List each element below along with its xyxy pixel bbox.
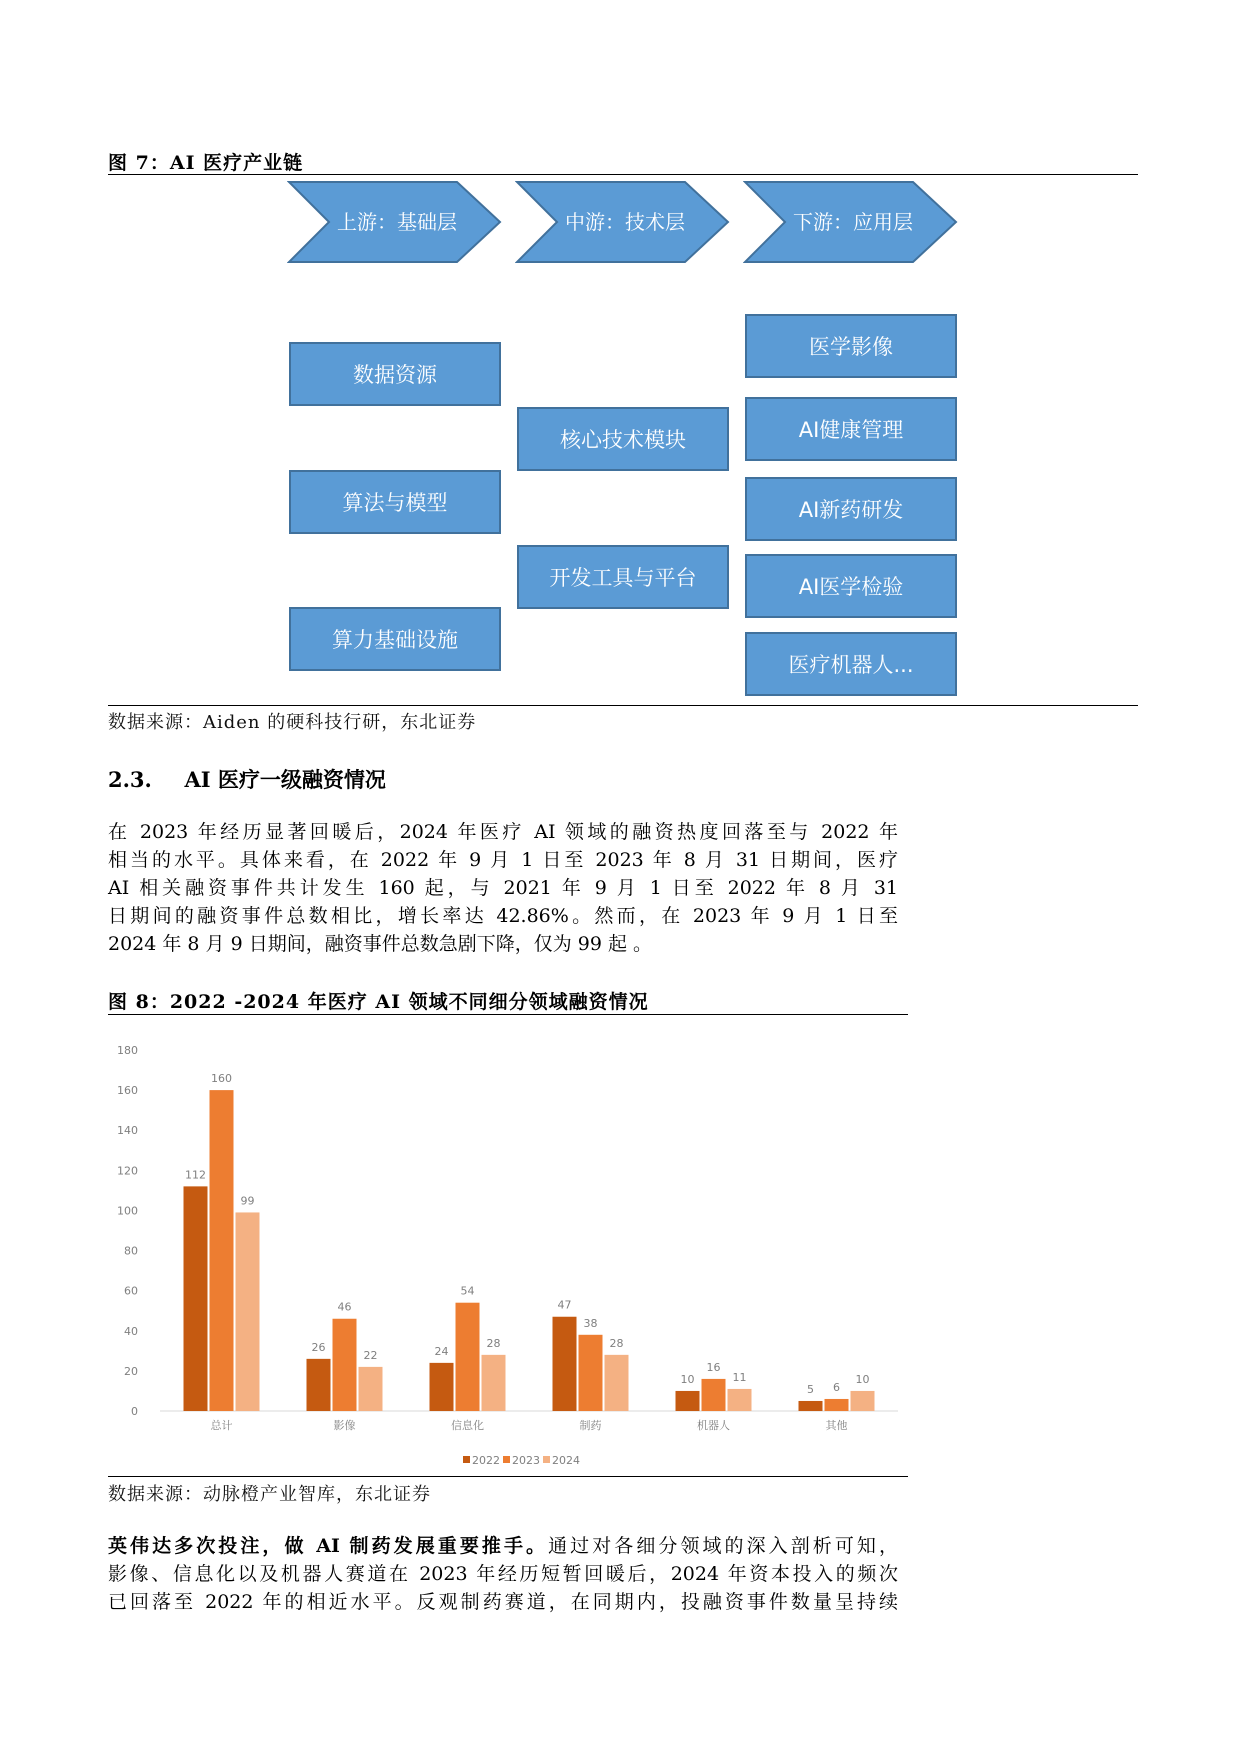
figure8-bottom-rule (108, 1476, 908, 1477)
bar-2022 (799, 1401, 823, 1411)
data-label: 26 (311, 1340, 326, 1354)
bar-2022 (553, 1317, 577, 1411)
legend-swatch (503, 1456, 510, 1463)
legend-label: 2022 (472, 1454, 500, 1467)
data-label: 16 (706, 1360, 721, 1374)
data-label: 54 (460, 1284, 475, 1298)
legend-label: 2024 (552, 1454, 580, 1467)
bar-2024 (605, 1355, 629, 1411)
paragraph-line: 相当的水平。具体来看，在 2022 年 9 月 1 日至 2023 年 8 月 31 日期间，医疗 (108, 849, 898, 871)
bar-2024 (851, 1391, 875, 1411)
y-tick-label: 120 (117, 1164, 138, 1178)
bar-2024 (236, 1212, 260, 1411)
bar-2024 (359, 1367, 383, 1411)
bar-2022 (430, 1363, 454, 1411)
midstream-box-core: 核心技术模块 (517, 407, 729, 471)
downstream-box-robot: 医疗机器人... (745, 632, 957, 696)
upstream-box-compute: 算力基础设施 (289, 607, 501, 671)
paragraph-line: 在 2023 年经历显著回暖后，2024 年医疗 AI 领域的融资热度回落至与 2022 年 (108, 821, 898, 843)
stage-downstream-label: 下游：应用层 (793, 209, 913, 234)
y-tick-label: 180 (117, 1044, 138, 1057)
data-label: 28 (609, 1336, 624, 1350)
figure8-title: 图 8：2022 -2024 年医疗 AI 领域不同细分领域融资情况 (108, 991, 649, 1013)
financing-bar-chart (108, 1030, 908, 1475)
figure7-bottom-rule (108, 705, 1138, 706)
paragraph-line: 2024 年 8 月 9 日期间，融资事件总数急剧下降，仅为 99 起 。 (108, 933, 653, 955)
data-label: 10 (855, 1372, 870, 1386)
data-label: 99 (240, 1194, 255, 1208)
bar-2022 (184, 1186, 208, 1411)
x-tick-label: 其他 (825, 1419, 848, 1432)
data-label: 6 (833, 1380, 840, 1394)
section-heading (108, 764, 386, 794)
data-label: 11 (732, 1370, 747, 1384)
data-label: 38 (583, 1316, 598, 1330)
figure8-source: 数据来源：动脉橙产业智库，东北证券 (108, 1484, 431, 1505)
stage-midstream-chevron (515, 180, 730, 264)
x-tick-label: 影像 (333, 1419, 356, 1432)
legend-swatch (543, 1456, 550, 1463)
legend-swatch (463, 1456, 470, 1463)
data-label: 5 (807, 1382, 814, 1396)
y-tick-label: 80 (124, 1244, 138, 1258)
data-label: 24 (434, 1344, 449, 1358)
bar-2023 (210, 1090, 234, 1411)
data-label: 47 (557, 1298, 572, 1312)
stage-midstream-label: 中游：技术层 (565, 209, 685, 234)
bar-2023 (702, 1379, 726, 1411)
paragraph-line: 日期间的融资事件总数相比，增长率达 42.86%。然而，在 2023 年 9 月 1 日至 (108, 905, 898, 927)
downstream-box-health: AI健康管理 (745, 397, 957, 461)
downstream-box-drug: AI新药研发 (745, 477, 957, 541)
data-label: 112 (185, 1168, 206, 1182)
data-label: 28 (486, 1336, 501, 1350)
midstream-box-tools: 开发工具与平台 (517, 545, 729, 609)
paragraph-line: 影像、信息化以及机器人赛道在 2023 年经历短暂回暖后，2024 年资本投入的频次 (108, 1563, 898, 1585)
bar-2022 (676, 1391, 700, 1411)
downstream-box-imaging: 医学影像 (745, 314, 957, 378)
figure7-title: 图 7：AI 医疗产业链 (108, 152, 304, 174)
downstream-box-lab: AI医学检验 (745, 554, 957, 618)
y-tick-label: 140 (117, 1124, 138, 1138)
stage-upstream-chevron (287, 180, 502, 264)
y-tick-label: 60 (124, 1284, 138, 1298)
bar-2022 (307, 1359, 331, 1411)
legend-label: 2023 (512, 1454, 540, 1467)
paragraph-line: AI 相关融资事件共计发生 160 起，与 2021 年 9 月 1 日至 2022 年 8 月 31 (108, 877, 898, 899)
x-tick-label: 信息化 (451, 1419, 484, 1432)
bar-2024 (482, 1355, 506, 1411)
section-title: AI 医疗一级融资情况 (184, 767, 386, 792)
figure8-top-rule (108, 1014, 908, 1015)
bar-2023 (333, 1319, 357, 1411)
figure7-top-rule (108, 174, 1138, 175)
data-label: 22 (363, 1348, 378, 1362)
figure7-source: 数据来源：Aiden 的硬科技行研，东北证券 (108, 712, 477, 733)
bar-2024 (728, 1389, 752, 1411)
x-tick-label: 总计 (210, 1419, 233, 1432)
stage-downstream-chevron (743, 180, 958, 264)
y-tick-label: 0 (131, 1405, 138, 1418)
data-label: 10 (680, 1372, 695, 1386)
paragraph-financing (108, 818, 898, 958)
bar-2023 (825, 1399, 849, 1411)
y-tick-label: 160 (117, 1084, 138, 1098)
bold-lead: 英伟达多次投注，做 AI 制药发展重要推手。 (108, 1535, 549, 1557)
y-tick-label: 40 (124, 1324, 138, 1338)
lead-rest: 通过对各细分领域的深入剖析可知， (548, 1535, 898, 1557)
bar-2023 (456, 1303, 480, 1411)
y-tick-label: 20 (124, 1364, 138, 1378)
data-label: 160 (211, 1072, 232, 1086)
y-tick-label: 100 (117, 1204, 138, 1218)
stage-upstream-label: 上游：基础层 (337, 209, 457, 234)
paragraph-nvidia (108, 1532, 898, 1616)
section-number: 2.3. (108, 767, 152, 792)
x-tick-label: 制药 (579, 1419, 602, 1432)
x-tick-label: 机器人 (697, 1419, 730, 1432)
data-label: 46 (337, 1300, 352, 1314)
upstream-box-algorithm: 算法与模型 (289, 470, 501, 534)
paragraph-line: 已回落至 2022 年的相近水平。反观制药赛道，在同期内，投融资事件数量呈持续 (108, 1591, 898, 1613)
paragraph-line (108, 1532, 898, 1560)
bar-2023 (579, 1335, 603, 1411)
upstream-box-data: 数据资源 (289, 342, 501, 406)
